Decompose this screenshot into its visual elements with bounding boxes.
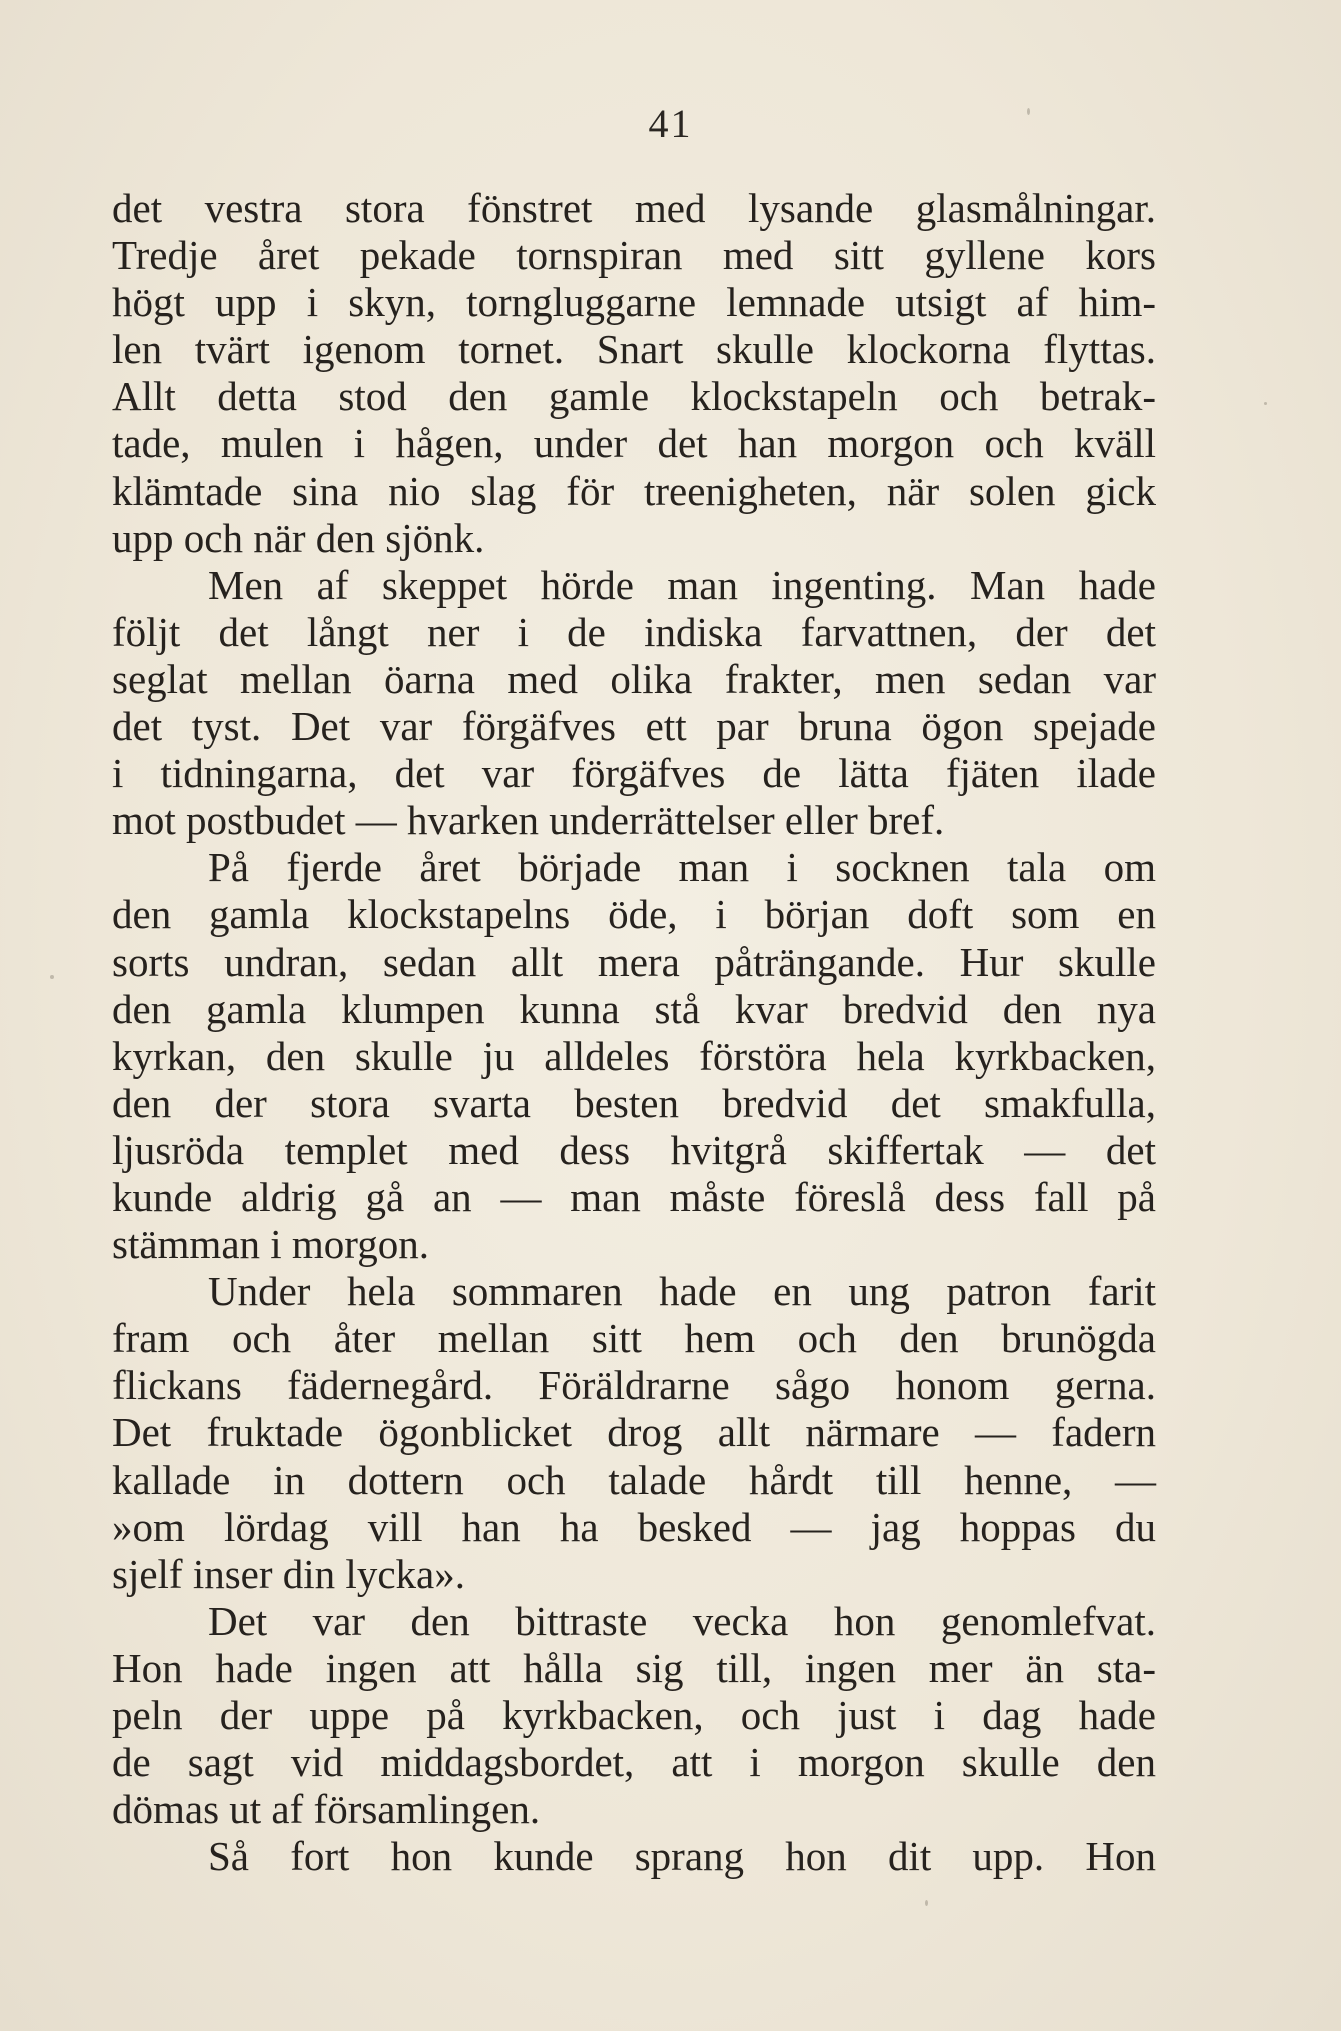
text-line: tade, mulen i hågen, under det han morgon och kväll	[112, 420, 1156, 467]
page-number: 41	[648, 101, 693, 146]
text-line: upp och när den sjönk.	[112, 514, 485, 561]
text-line: dömas ut af församlingen.	[112, 1786, 541, 1833]
text-line: ljusröda templet med dess hvitgrå skiffertak — det	[112, 1126, 1156, 1173]
text-line: klämtade sina nio slag för treenigheten, när solen gick	[112, 467, 1156, 514]
text-line: len tvärt igenom tornet. Snart skulle klockorna flyttas.	[112, 326, 1156, 373]
paragraph-start-line: På fjerde året började man i socknen tala om	[208, 844, 1156, 891]
text-line: den der stora svarta besten bredvid det smakfulla,	[112, 1079, 1156, 1126]
text-line: sjelf inser din lycka».	[112, 1550, 465, 1597]
paragraph-start-line: Men af skeppet hörde man ingenting. Man hade	[208, 561, 1156, 608]
paper-speck	[50, 975, 54, 979]
text-line: Det fruktade ögonblicket drog allt närmare — fadern	[112, 1409, 1156, 1456]
text-line: kyrkan, den skulle ju alldeles förstöra hela kyrkbacken,	[112, 1032, 1156, 1079]
text-line: högt upp i skyn, torngluggarne lemnade utsigt af him-	[112, 279, 1156, 326]
text-line: den gamla klockstapelns öde, i början doft som en	[112, 891, 1156, 938]
paragraph-start-line: Det var den bittraste vecka hon genomlefvat.	[208, 1597, 1156, 1644]
text-line: flickans fädernegård. Föräldrarne sågo honom gerna.	[112, 1362, 1156, 1409]
paper-speck	[1264, 402, 1267, 405]
text-line: kunde aldrig gå an — man måste föreslå dess fall på	[112, 1173, 1156, 1220]
paragraph-start-line: Under hela sommaren hade en ung patron farit	[208, 1268, 1156, 1315]
text-line: seglat mellan öarna med olika frakter, men sedan var	[112, 655, 1156, 702]
text-line: Allt detta stod den gamle klockstapeln och betrak-	[112, 373, 1156, 420]
text-line: det vestra stora fönstret med lysande glasmålningar.	[112, 185, 1156, 231]
paper-speck	[1027, 108, 1030, 115]
text-line: de sagt vid middagsbordet, att i morgon skulle den	[112, 1739, 1156, 1786]
text-line: mot postbudet — hvarken underrättelser eller bref.	[112, 797, 945, 844]
text-line: i tidningarna, det var förgäfves de lätta fjäten ilade	[112, 750, 1156, 797]
text-line: den gamla klumpen kunna stå kvar bredvid den nya	[112, 985, 1156, 1032]
text-line: kallade in dottern och talade hårdt till henne, —	[112, 1456, 1156, 1503]
body-text	[112, 185, 1156, 1880]
paragraph-start-line: Så fort hon kunde sprang hon dit upp. Hon	[208, 1833, 1156, 1880]
text-line: »om lördag vill han ha besked — jag hoppas du	[112, 1503, 1156, 1550]
text-line: peln der uppe på kyrkbacken, och just i dag hade	[112, 1692, 1156, 1738]
text-line: Hon hade ingen att hålla sig till, ingen mer än sta-	[112, 1644, 1156, 1691]
text-line: det tyst. Det var förgäfves ett par bruna ögon spejade	[112, 703, 1156, 750]
paper-speck	[925, 1900, 928, 1906]
text-line: följt det långt ner i de indiska farvattnen, der det	[112, 608, 1156, 655]
text-line: Tredje året pekade tornspiran med sitt gyllene kors	[112, 232, 1156, 279]
text-line: stämman i morgon.	[112, 1221, 429, 1268]
text-line: fram och åter mellan sitt hem och den brunögda	[112, 1315, 1156, 1362]
text-line: sorts undran, sedan allt mera påträngande. Hur skulle	[112, 938, 1156, 985]
